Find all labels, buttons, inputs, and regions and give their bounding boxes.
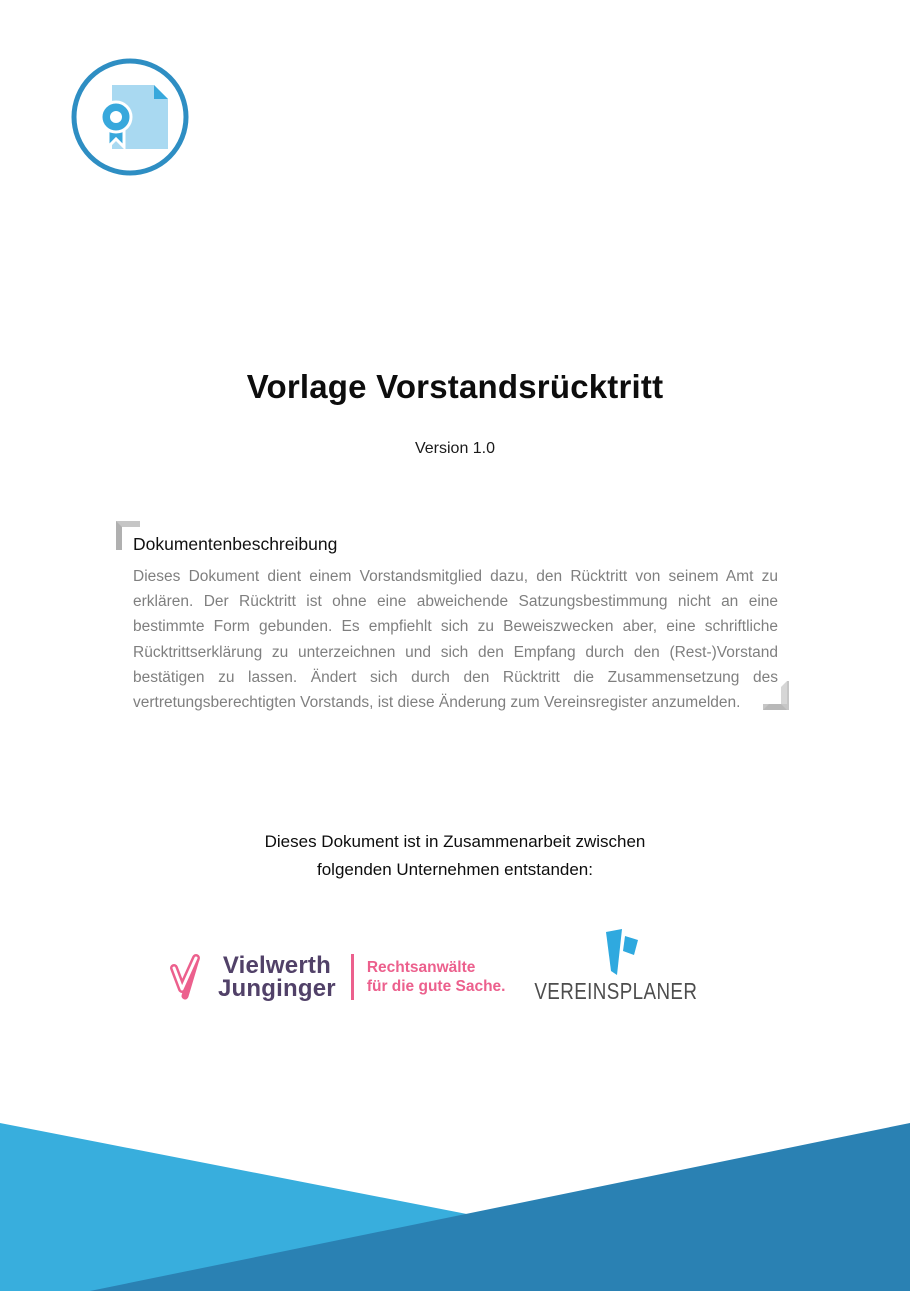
footer-triangles-decoration <box>0 1123 910 1291</box>
vereinsplaner-logo <box>534 928 698 1005</box>
vereinsplaner-wordmark: VEREINSPLANER <box>534 978 698 1004</box>
vielwerth-junginger-name <box>218 954 336 1000</box>
description-heading: Dokumentenbeschreibung <box>133 534 338 554</box>
corner-bracket-bottom-right-icon <box>763 681 789 710</box>
collaboration-line-2: folgenden Unternehmen entstanden: <box>317 860 593 879</box>
vereinsplaner-flag-icon <box>594 928 638 976</box>
vielwerth-junginger-logo <box>168 952 505 1002</box>
vj-tagline-line-2: für die gute Sache. <box>366 978 506 995</box>
certificate-document-icon <box>68 55 192 179</box>
vielwerth-junginger-tagline <box>367 958 506 997</box>
logo-divider-line <box>351 954 354 1000</box>
collaboration-line-1: Dieses Dokument ist in Zusammenarbeit zwischen <box>264 832 646 851</box>
vj-tagline-line-1: Rechtsanwälte <box>366 958 476 976</box>
vj-name-line-2: Junginger <box>218 975 336 1002</box>
collaboration-note <box>0 828 910 884</box>
vielwerth-junginger-monogram-icon <box>168 952 210 1002</box>
vj-name-line-1: Vielwerth <box>222 952 331 979</box>
version-label: Version 1.0 <box>414 440 496 457</box>
partner-logos-row <box>0 920 910 1030</box>
page-title: Vorlage Vorstandsrücktritt <box>246 368 664 405</box>
description-body: Dieses Dokument dient einem Vorstandsmitglied dazu, den Rücktritt von seinem Amt zu erklären. Der Rücktritt ist ohne eine abweichende Satzungsbestimmung nicht an eine bestimmte Form gebunden. Es empfiehlt sich zu Beweiszwecken aber, eine schriftliche Rücktrittserklärung zu unterzeichnen und sich den Empfang durch den (Rest-)Vorstand bestätigen zu lassen. Ändert sich durch den Rücktritt die Zusammensetzung des vertretungsberechtigten Vorstands, ist diese Änderung zum Vereinsregister anzumelden. <box>133 568 778 712</box>
